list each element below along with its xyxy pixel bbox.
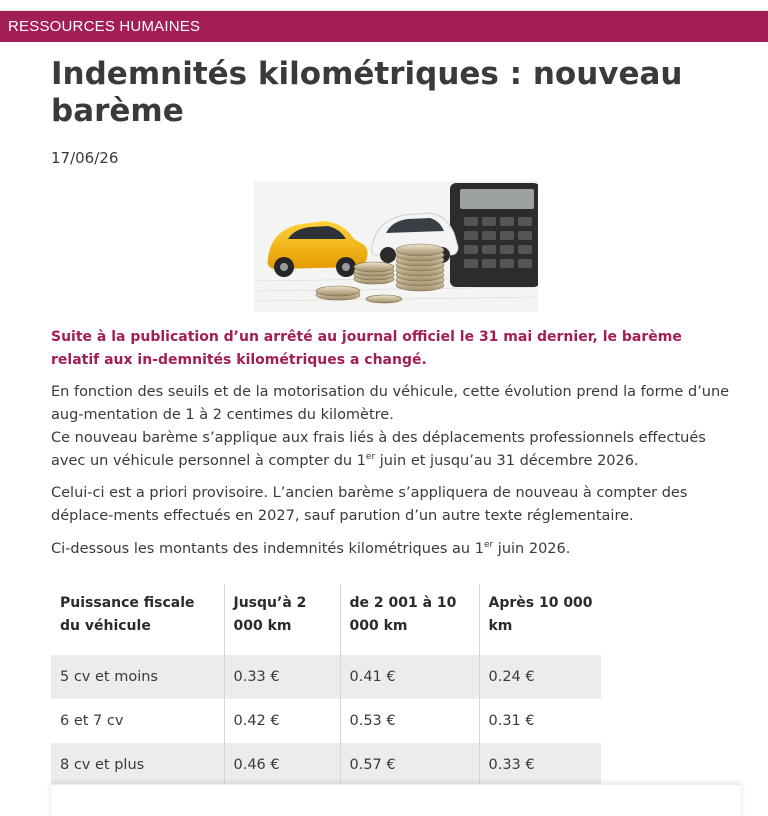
table-cell: 0.33 € (224, 655, 340, 699)
paragraph-1-line-2b: juin et jusqu’au 31 décembre 2026. (375, 453, 639, 469)
table-cell: 5 cv et moins (51, 655, 224, 699)
header-2001-to-10000: de 2 001 à 10 000 km (340, 584, 479, 655)
article-paragraph-3 (51, 538, 733, 561)
table-row (51, 655, 601, 699)
paragraph-3-sup: er (483, 540, 494, 551)
top-border (0, 0, 768, 11)
article-title: Indemnités kilométriques : nouveau barème (51, 56, 683, 129)
paragraph-1-line-2a: Ce nouveau barème s’applique aux frais liés à des déplacements professionnels effectués avec un véhicule personnel à compter du 1 (51, 430, 706, 469)
cars-and-coins-photo-icon (254, 181, 538, 312)
table-header-row (51, 584, 601, 655)
paragraph-1-sup: er (365, 452, 376, 463)
table-cell: 0.41 € (340, 655, 479, 699)
header-fiscal-power: Puissance fiscale du véhicule (60, 595, 195, 634)
table-cell: 0.33 € (479, 743, 601, 787)
mileage-rates-table (51, 584, 601, 787)
bottom-card (51, 784, 741, 816)
table-row (51, 699, 601, 743)
article-lead: Suite à la publication d’un arrêté au journal officiel le 31 mai dernier, le barème relatif aux in-demnités kilométriques a changé. (51, 329, 682, 368)
table-cell: 8 cv et plus (51, 743, 224, 787)
table-row (51, 743, 601, 787)
table-cell: 0.46 € (224, 743, 340, 787)
category-bar[interactable] (0, 11, 768, 42)
table-cell: 6 et 7 cv (60, 713, 124, 729)
article-paragraph-2: Celui-ci est a priori provisoire. L’ancien barème s’appliquera de nouveau à compter des déplace-ments effectués en 2027, sauf parution d’un autre texte réglementaire. (51, 485, 688, 524)
table-cell: 0.42 € (224, 699, 340, 743)
paragraph-3-b: juin 2026. (493, 541, 571, 557)
category-label[interactable]: RESSOURCES HUMAINES (8, 18, 201, 35)
header-up-to-2000: Jusqu’à 2 000 km (224, 584, 340, 655)
article-date: 17/06/26 (51, 149, 119, 167)
table-cell: 0.24 € (479, 655, 601, 699)
article-image (254, 181, 538, 312)
paragraph-3-a: Ci-dessous les montants des indemnités kilométriques au 1 (51, 541, 484, 557)
table-cell: 0.57 € (340, 743, 479, 787)
paragraph-1-line-1: En fonction des seuils et de la motorisation du véhicule, cette évolution prend la forme d’une aug-mentation de 1 à 2 centimes du kilomètre. (51, 384, 730, 423)
table-cell: 0.53 € (340, 699, 479, 743)
article-paragraph-1 (51, 381, 733, 473)
header-after-10000: Après 10 000 km (479, 584, 601, 655)
table-cell: 0.31 € (479, 699, 601, 743)
